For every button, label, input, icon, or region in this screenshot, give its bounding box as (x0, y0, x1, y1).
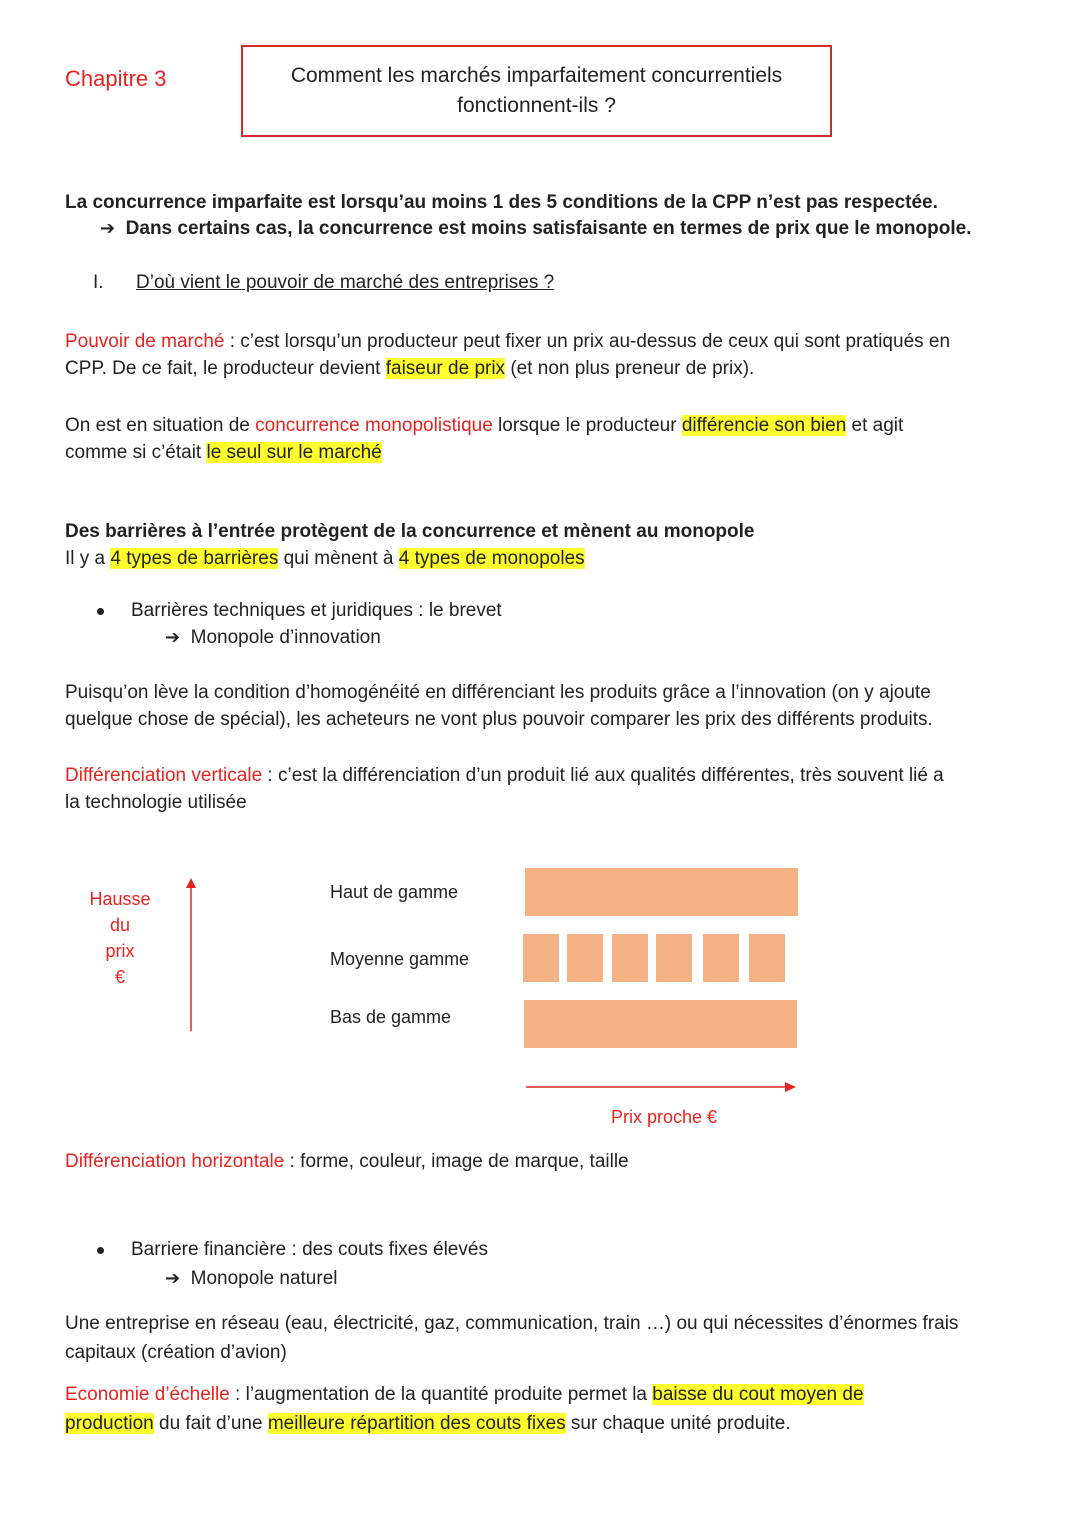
bullet2-sub-text: Monopole naturel (190, 1268, 338, 1289)
homogeneite-paragraph (65, 679, 1025, 733)
echelle-highlight2: meilleure répartition des couts fixes (267, 1413, 566, 1434)
verticale-paragraph (65, 762, 1025, 816)
bullet-dot-icon (97, 608, 104, 615)
barrieres-text-a: Il y a (65, 548, 111, 569)
mono-text-c: et agit (846, 415, 904, 436)
horizontale-term: Différenciation horizontale (65, 1151, 285, 1172)
bar-haut-de-gamme (525, 868, 798, 916)
pouvoir-text2b: (et non plus preneur de prix). (505, 358, 755, 379)
pouvoir-paragraph (65, 328, 1025, 382)
reseau-paragraph (65, 1309, 1025, 1367)
vertical-arrow-icon (180, 875, 204, 1035)
intro-line1: La concurrence imparfaite est lorsqu’au moins 1 des 5 conditions de la CPP n’est pas respectée. (65, 192, 938, 213)
y-label-word: prix (105, 941, 135, 961)
bar-moyenne-segment (567, 934, 603, 982)
mono-text-b: lorsque le producteur (492, 415, 682, 436)
y-label-word: € (114, 967, 125, 987)
y-label-word: du (109, 915, 131, 935)
y-label-word: Hausse (89, 889, 151, 909)
bullet-dot-icon (97, 1247, 104, 1254)
verticale-term: Différenciation verticale (65, 765, 263, 786)
verticale-text1: : c’est la différenciation d’un produit lié aux qualités différentes, très souvent lié a (262, 765, 944, 786)
homogeneite-line2: quelque chose de spécial), les acheteurs ne vont plus pouvoir comparer les prix des différents produits. (65, 709, 933, 730)
barrieres-heading: Des barrières à l’entrée protègent de la concurrence et mènent au monopole (65, 521, 755, 542)
section-title: D’où vient le pouvoir de marché des entreprises ? (136, 272, 555, 293)
reseau-line1: Une entreprise en réseau (eau, électricité, gaz, communication, train …) ou qui nécessites d’énormes frais (65, 1313, 959, 1334)
pouvoir-term: Pouvoir de marché (65, 331, 225, 352)
mono-text-d: comme si c’était (65, 442, 207, 463)
intro-line2-text: Dans certains cas, la concurrence est moins satisfaisante en termes de prix que le monopole. (125, 218, 972, 239)
monopolistique-paragraph (65, 412, 1025, 466)
chapter-title-box (241, 45, 832, 137)
horizontale-text: : forme, couleur, image de marque, taille (284, 1151, 629, 1172)
bullet2-text: Barriere financière : des couts fixes élevés (131, 1239, 488, 1260)
pouvoir-highlight: faiseur de prix (385, 358, 506, 379)
echelle-text-a: : l’augmentation de la quantité produite permet la (229, 1384, 653, 1405)
horizontal-arrow-icon (524, 1078, 799, 1096)
homogeneite-line1: Puisqu’on lève la condition d’homogénéité en différenciant les produits grâce a l’innovation (on y ajoute (65, 682, 931, 703)
barrieres-highlight1: 4 types de barrières (110, 548, 279, 569)
bullet1-sub (165, 627, 381, 649)
chapter-label: Chapitre 3 (65, 66, 167, 91)
barrieres-text-b: qui mènent à (278, 548, 399, 569)
bar-moyenne-segment (749, 934, 785, 982)
section-number: I. (93, 272, 104, 293)
y-axis-label (80, 886, 160, 990)
right-arrow-icon: ➔ (100, 218, 116, 238)
intro-line2 (100, 218, 971, 240)
verticale-text2: la technologie utilisée (65, 792, 247, 813)
echelle-text-b: du fait d’une (153, 1413, 268, 1434)
bullet1-sub-text: Monopole d’innovation (190, 627, 381, 648)
mono-term: concurrence monopolistique (255, 415, 493, 436)
right-arrow-icon: ➔ (165, 627, 181, 647)
bar-moyenne-segment (703, 934, 739, 982)
echelle-term: Economie d’échelle (65, 1384, 230, 1405)
x-axis-label: Prix proche € (611, 1107, 718, 1127)
mono-text-a: On est en situation de (65, 415, 256, 436)
bar-moyenne-segment (523, 934, 559, 982)
level-bas: Bas de gamme (330, 1007, 452, 1027)
bar-moyenne-segment (612, 934, 648, 982)
echelle-paragraph (65, 1380, 1025, 1438)
chapter-title-line2: fonctionnent-ils ? (457, 94, 616, 117)
mono-highlight1: différencie son bien (681, 415, 847, 436)
chapter-title-line1: Comment les marchés imparfaitement concurrentiels (290, 64, 783, 87)
bar-moyenne-segment (656, 934, 692, 982)
right-arrow-icon: ➔ (165, 1268, 181, 1288)
reseau-line2: capitaux (création d’avion) (65, 1342, 287, 1363)
echelle-text-c: sur chaque unité produite. (565, 1413, 791, 1434)
echelle-highlight1: baisse du cout moyen de (652, 1384, 864, 1405)
pouvoir-text2a: CPP. De ce fait, le producteur devient (65, 358, 386, 379)
bullet1-text: Barrières techniques et juridiques : le brevet (131, 600, 502, 621)
mono-highlight2: le seul sur le marché (206, 442, 382, 463)
level-moyenne: Moyenne gamme (330, 949, 470, 969)
bar-bas-de-gamme (524, 1000, 797, 1048)
pouvoir-text1: : c’est lorsqu’un producteur peut fixer un prix au-dessus de ceux qui sont pratiqués en (224, 331, 951, 352)
horizontale-line (65, 1151, 629, 1173)
barrieres-paragraph (65, 518, 1025, 572)
barrieres-highlight2: 4 types de monopoles (398, 548, 585, 569)
level-haut: Haut de gamme (330, 882, 459, 902)
echelle-highlight1b: production (65, 1413, 154, 1434)
bullet2-sub (165, 1268, 337, 1290)
